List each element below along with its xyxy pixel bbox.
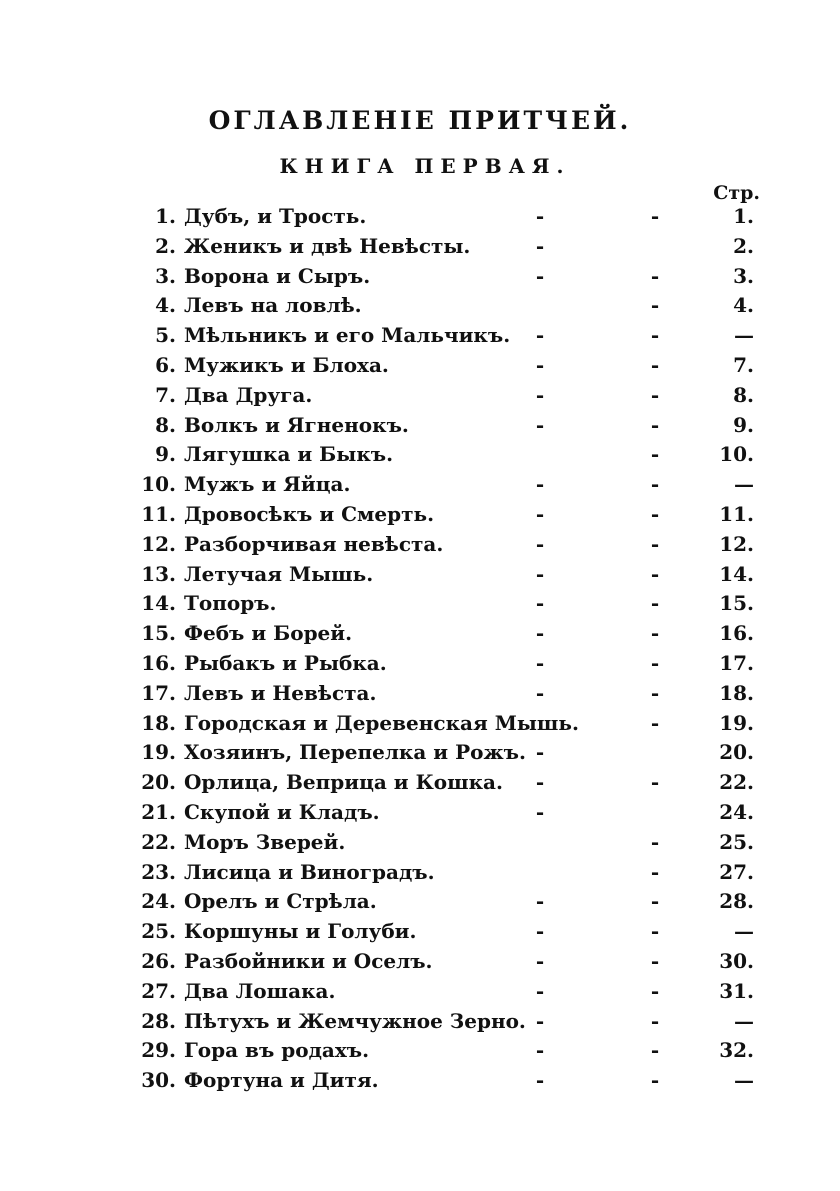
toc-entry [128,826,768,856]
entry-number: 4. [155,293,176,318]
leader-dash: - [535,233,545,258]
entry-title: Орелъ и Стрѣла. [184,889,377,914]
entry-title: Мѣльникъ и его Мальчикъ. [184,323,511,348]
toc-entry [128,379,768,409]
entry-title: Топоръ. [184,591,277,616]
leader-dash: - [535,323,545,348]
leader-dash: - [650,1068,660,1093]
entry-page: 14. [719,561,754,586]
toc-entry [128,1034,768,1064]
leader-dash: - [535,561,545,586]
leader-dash: - [650,204,660,228]
leader-dash: - [535,204,545,228]
toc-entry [128,885,768,915]
entry-number: 27. [141,978,176,1003]
leader-dash: - [650,680,660,705]
toc-entry [128,617,768,647]
toc-entry [128,736,768,766]
entry-number: 23. [141,859,176,884]
entry-page: 11. [719,501,754,526]
entry-number: 14. [141,591,176,616]
leader-dash: - [650,710,660,735]
entry-title: Фортуна и Дитя. [184,1068,379,1093]
toc-entry [128,289,768,319]
entry-title: Два Лошака. [184,978,336,1003]
toc-entry [128,677,768,707]
entry-number: 1. [155,204,176,228]
entry-number: 16. [141,650,176,675]
leader-dash: - [650,770,660,795]
entry-number: 15. [141,621,176,646]
leader-dash: - [535,382,545,407]
entry-title: Левъ и Невѣста. [184,680,377,705]
toc-entry [128,796,768,826]
leader-dash: - [650,323,660,348]
leader-dash: - [650,263,660,288]
leader-dash: - [535,889,545,914]
entry-title: Гора въ родахъ. [184,1038,370,1063]
entry-title: Лягушка и Быкъ. [184,442,394,467]
toc-entry [128,856,768,886]
entry-number: 25. [141,919,176,944]
entry-number: 10. [141,472,176,497]
leader-dash: - [650,1038,660,1063]
entry-title: Коршуны и Голуби. [184,919,417,944]
leader-dash: - [535,1068,545,1093]
leader-dash: - [535,501,545,526]
leader-dash: - [650,382,660,407]
leader-dash: - [535,621,545,646]
toc-entry [128,915,768,945]
entry-page: 30. [719,948,754,973]
leader-dash: - [650,501,660,526]
page-title: ОГЛАВЛЕНІЕ ПРИТЧЕЙ. [208,106,632,135]
leader-dash: - [650,531,660,556]
entry-page: 1. [733,204,754,228]
leader-dash: - [535,352,545,377]
toc-entry [128,200,768,230]
toc-entry [128,1005,768,1035]
entry-page: — [734,323,754,348]
leader-dash: - [535,1008,545,1033]
entry-page: 9. [733,412,754,437]
entry-number: 8. [155,412,176,437]
entry-number: 13. [141,561,176,586]
entry-page: 28. [719,889,754,914]
entry-page: — [734,1008,754,1033]
toc-entry [128,409,768,439]
entry-page: 16. [719,621,754,646]
entry-page: 19. [719,710,754,735]
leader-dash: - [535,263,545,288]
entry-number: 12. [141,531,176,556]
leader-dash: - [535,412,545,437]
entry-page: 31. [719,978,754,1003]
leader-dash: - [650,442,660,467]
entry-number: 19. [141,740,176,765]
entry-page: 32. [719,1038,754,1063]
toc-entry [128,498,768,528]
toc-entry [128,230,768,260]
entry-page: 4. [733,293,754,318]
leader-dash: - [650,1008,660,1033]
entry-title: Ворона и Сыръ. [184,263,371,288]
leader-dash: - [650,919,660,944]
entry-page: 2. [733,233,754,258]
entry-number: 21. [141,799,176,824]
entry-title: Пѣтухъ и Жемчужное Зерно. [184,1008,526,1033]
entry-title: Женикъ и двѣ Невѣсты. [184,233,471,258]
toc-entry [128,975,768,1005]
entry-number: 24. [141,889,176,914]
leader-dash: - [650,412,660,437]
leader-dash: - [535,740,545,765]
entry-number: 2. [155,233,176,258]
leader-dash: - [650,948,660,973]
entry-title: Скупой и Кладъ. [184,799,380,824]
leader-dash: - [650,352,660,377]
toc-entry [128,647,768,677]
entry-page: 10. [719,442,754,467]
entry-title: Фебъ и Борей. [184,621,353,646]
entry-title: Хозяинъ, Перепелка и Рожъ. [184,740,526,765]
entry-page: 12. [719,531,754,556]
leader-dash: - [535,650,545,675]
toc-entry [128,766,768,796]
entry-number: 22. [141,829,176,854]
leader-dash: - [535,472,545,497]
page-column-label: Стр. [713,182,760,204]
toc-entry [128,1064,768,1094]
leader-dash: - [650,829,660,854]
entry-title: Моръ Зверей. [184,829,346,854]
entry-number: 5. [155,323,176,348]
leader-dash: - [535,799,545,824]
toc-entry [128,438,768,468]
leader-dash: - [650,650,660,675]
entry-number: 29. [141,1038,176,1063]
leader-dash: - [535,948,545,973]
entry-title: Мужикъ и Блоха. [184,352,389,377]
leader-dash: - [650,889,660,914]
toc-entry [128,468,768,498]
book-heading: КНИГА ПЕРВАЯ. [279,154,571,178]
leader-dash: - [535,919,545,944]
toc-entry [128,528,768,558]
entry-number: 18. [141,710,176,735]
entry-number: 20. [141,770,176,795]
leader-dash: - [535,531,545,556]
entry-page: — [734,919,754,944]
toc-entry [128,558,768,588]
leader-dash: - [535,591,545,616]
entry-title: Городская и Деревенская Мышь. [184,710,579,735]
leader-dash: - [535,770,545,795]
entry-page: 3. [733,263,754,288]
entry-title: Дубъ, и Трость. [184,204,367,228]
entry-number: 26. [141,948,176,973]
entry-title: Орлица, Веприца и Кошка. [184,770,503,795]
leader-dash: - [535,680,545,705]
entry-page: 18. [719,680,754,705]
entry-title: Два Друга. [184,382,313,407]
entry-page: 7. [733,352,754,377]
entry-title: Дровосѣкъ и Смерть. [184,501,435,526]
toc-entry [128,707,768,737]
entry-number: 28. [141,1008,176,1033]
leader-dash: - [650,591,660,616]
entry-title: Летучая Мышь. [184,561,374,586]
entry-number: 7. [155,382,176,407]
leader-dash: - [535,978,545,1003]
leader-dash: - [650,859,660,884]
entry-page: — [734,1068,754,1093]
entry-title: Волкъ и Ягненокъ. [184,412,409,437]
entry-number: 3. [155,263,176,288]
entry-page: 24. [719,799,754,824]
toc-entry [128,945,768,975]
leader-dash: - [535,1038,545,1063]
entry-number: 9. [155,442,176,467]
table-of-contents [128,200,768,1094]
leader-dash: - [650,978,660,1003]
entry-title: Разборчивая невѣста. [184,531,444,556]
toc-entry [128,319,768,349]
entry-title: Мужъ и Яйца. [184,472,351,497]
entry-page: 15. [719,591,754,616]
entry-page: 8. [733,382,754,407]
entry-number: 11. [141,501,176,526]
entry-title: Разбойники и Оселъ. [184,948,433,973]
entry-number: 6. [155,352,176,377]
entry-title: Рыбакъ и Рыбка. [184,650,387,675]
entry-page: 20. [719,740,754,765]
leader-dash: - [650,561,660,586]
entry-page: 22. [719,770,754,795]
entry-title: Лисица и Виноградъ. [184,859,435,884]
toc-entry [128,587,768,617]
leader-dash: - [650,621,660,646]
toc-entry [128,349,768,379]
leader-dash: - [650,472,660,497]
leader-dash: - [650,293,660,318]
entry-number: 17. [141,680,176,705]
entry-title: Левъ на ловлѣ. [184,293,362,318]
entry-page: — [734,472,754,497]
entry-page: 27. [719,859,754,884]
entry-page: 25. [719,829,754,854]
entry-number: 30. [141,1068,176,1093]
toc-entry [128,260,768,290]
entry-page: 17. [719,650,754,675]
